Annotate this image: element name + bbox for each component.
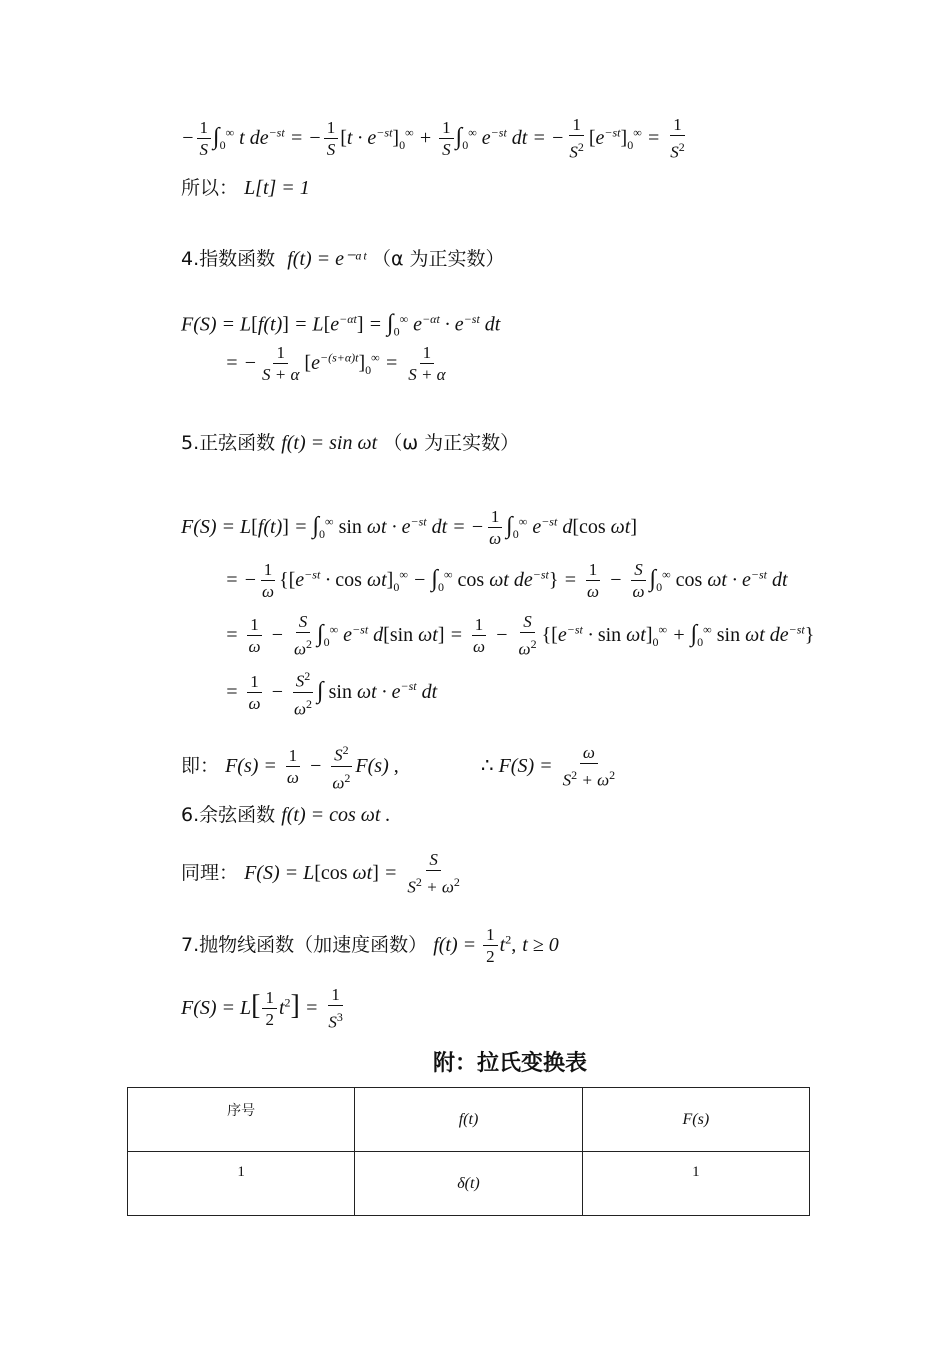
header-F-s: F(s)	[582, 1088, 809, 1152]
section-5-function: f(t) = sin ωt	[281, 432, 378, 454]
header-f-t: f(t)	[355, 1088, 582, 1152]
appendix-title: 附：拉氏变换表	[432, 1051, 587, 1076]
ramp-integration-equation: − $\frac{1}{S}$ $\int_0^\infty$ t $de^{-st}$ = − $\frac{1}{S}$ $[t \cdot e^{-st}]_0^\infty$ + $\frac{1}{S}$ $\int_0^\infty$ $e^{-st}$ dt = − $\frac{1}{S^2}$ $[e^{-st}]_0^\infty$ = $\frac{1}{S^2}$	[181, 115, 685, 162]
row-1-f-t: δ(t)	[355, 1152, 582, 1216]
row-1-index: 1	[128, 1152, 355, 1216]
section-5-title: 5.正弦函数	[181, 432, 276, 454]
section-5-note: （ω 为正实数）	[383, 432, 520, 454]
section-7-heading: 7.抛物线函数（加速度函数） f(t) = $\frac{1}{2}$ $t^2$, t ≥ 0	[181, 925, 559, 966]
ramp-result	[181, 175, 310, 201]
section-4-heading	[181, 246, 505, 272]
section-7-condition: t ≥ 0	[522, 934, 559, 957]
section-5-conclusion: 即： F(s) = $\frac{1}{\omega}$ − $\frac{S^2}{\omega^2}$ F(s) , ∴ F(S) = $\frac{\omega}{S^2 + \omega^2}$	[181, 740, 620, 794]
header-index: 序号	[128, 1088, 355, 1152]
section-6-heading	[181, 802, 390, 828]
section-4-derivation-line-1: $F(S) = L[f(t)] = L[e^{-\alpha t}] = \int_0^\infty$ $e^{-\alpha t} \cdot e^{-st}$ dt	[181, 310, 501, 339]
section-5-derivation-line-1: $F(S) = L[f(t)] = \int_0^\infty$ $\sin \omega t \cdot e^{-st}$ dt = − $\frac{1}{\omega}$ $\int_0^\infty$ $e^{-st}$ d[cos ωt]	[181, 507, 637, 548]
table-header-row	[128, 1088, 810, 1152]
table-row	[128, 1152, 810, 1216]
section-4-title: 4.指数函数	[181, 248, 276, 270]
section-5-derivation-line-4: = $\frac{1}{\omega}$ − $\frac{S^2}{\omega^2}$ ∫ $\sin \omega t \cdot e^{-st}$ dt	[225, 666, 437, 720]
ramp-result-label: 所以：	[181, 177, 239, 199]
section-6-function: f(t) = cos ωt .	[281, 804, 391, 826]
laplace-transform-table	[127, 1087, 810, 1216]
section-6-result: 同理： F(S) = L[cos ωt] = $\frac{S}{S^2 + \omega^2}$	[181, 850, 460, 897]
section-5-heading	[181, 430, 519, 456]
section-5-derivation-line-3: = $\frac{1}{\omega}$ − $\frac{S}{\omega^2}$ $\int_0^\infty$ $e^{-st}$ d[sin ωt] = $\frac{1}{\omega}$ − $\frac{S}{\omega^2}$ {$[e^{-st} \cdot \sin \omega t]_0^\infty + \int_0^\infty$ sin ωt $de^{-st}$}	[225, 612, 815, 659]
ramp-result-formula: L[t] = 1	[244, 177, 310, 199]
section-7-title: 7.抛物线函数（加速度函数）	[181, 934, 428, 957]
section-6-tongli-label: 同理：	[181, 861, 239, 884]
section-6-title: 6.余弦函数	[181, 804, 276, 826]
section-5-derivation-line-2: = − $\frac{1}{\omega}$ {$[e^{-st} \cdot \cos \omega t]_0^\infty - \int_0^\infty$ cos ωt $de^{-st}$} = $\frac{1}{\omega}$ − $\frac{S}{\omega}$ $\int_0^\infty$ $\cos \omega t \cdot e^{-st}$ dt	[225, 560, 788, 601]
section-4-function: f(t) = e⁻ᵅᵗ	[287, 248, 366, 270]
row-1-F-s: 1	[582, 1152, 809, 1216]
section-5-ji-label: 即：	[181, 754, 220, 777]
section-7-result: F(S) = L[ $\frac{1}{2}$ $t^2$] = $\frac{1}{S^3}$	[181, 985, 343, 1032]
section-4-derivation-line-2: = − $\frac{1}{S + \alpha}$ $[e^{-(s+\alpha)t}]_0^\infty$ = $\frac{1}{S + \alpha}$	[225, 343, 446, 384]
section-4-note: （α 为正实数）	[371, 248, 505, 270]
